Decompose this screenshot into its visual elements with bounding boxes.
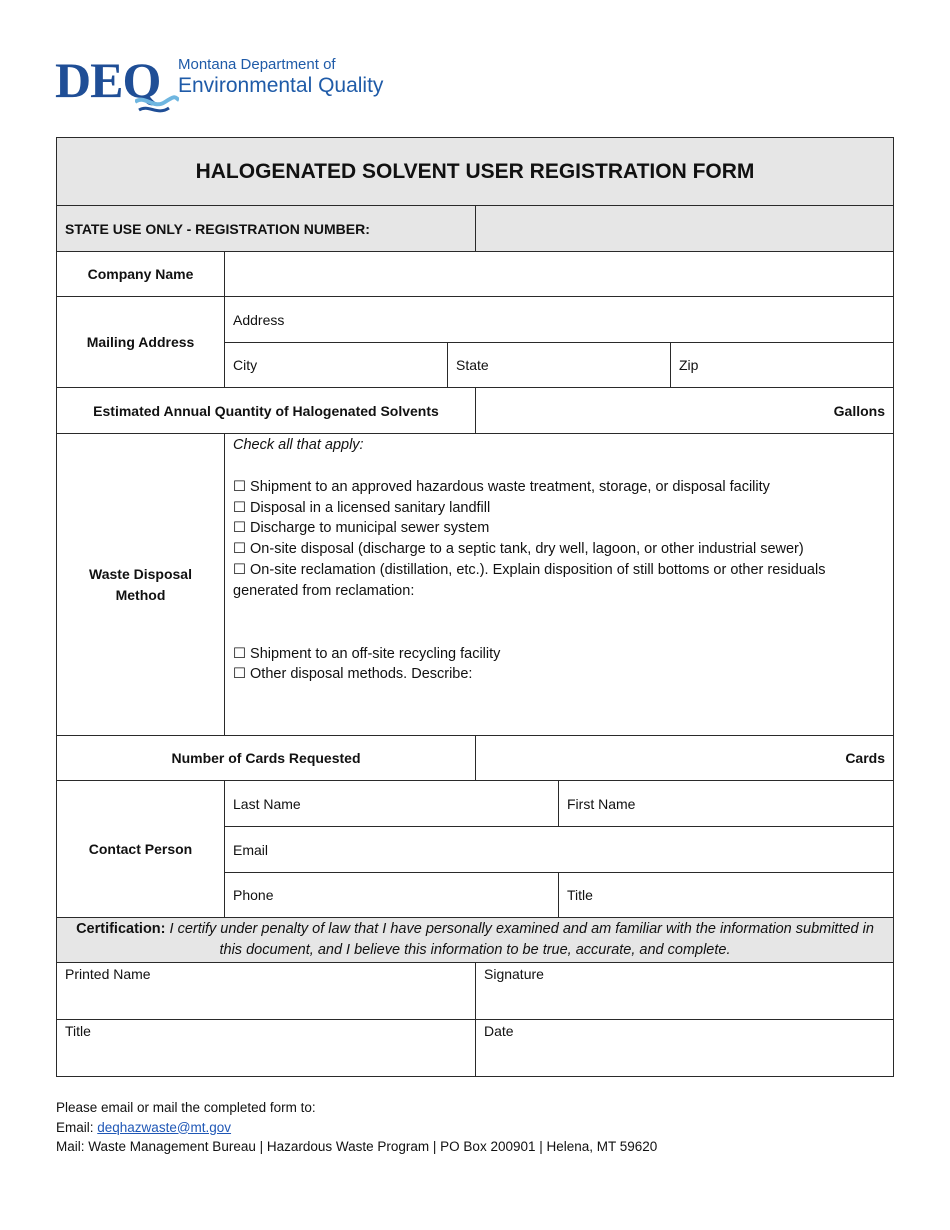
first-name-field[interactable] [558, 780, 894, 827]
email-field[interactable] [224, 826, 894, 873]
logo-line-1: Montana Department of [178, 56, 336, 73]
phone-label: Phone [233, 887, 274, 903]
signer-title-label: Title [65, 1023, 91, 1039]
cards-label: Cards [845, 750, 885, 766]
quantity-label: Estimated Annual Quantity of Halogenated Solvents [56, 387, 476, 434]
option-checkbox-landfill[interactable]: ☐ Disposal in a licensed sanitary landfill [233, 499, 491, 516]
certification-statement [56, 917, 894, 963]
logo-line-2: Environmental Quality [178, 74, 384, 97]
printed-name-label: Printed Name [65, 966, 151, 982]
city-label: City [233, 357, 258, 373]
signer-title-field[interactable] [56, 1019, 476, 1077]
footer-line-1: Please email or mail the completed form to: [56, 1100, 316, 1115]
mailing-address-label: Mailing Address [56, 296, 225, 388]
cards-field[interactable] [475, 735, 894, 781]
phone-field[interactable] [224, 872, 559, 918]
footer-mail-line: Mail: Waste Management Bureau | Hazardous Waste Program | PO Box 200901 | Helena, MT 59620 [56, 1139, 658, 1154]
gallons-field[interactable] [475, 387, 894, 434]
zip-field[interactable] [670, 342, 894, 388]
date-field[interactable] [475, 1019, 894, 1077]
check-instruction: Check all that apply: [233, 437, 364, 453]
last-name-label: Last Name [233, 795, 301, 812]
signature-label: Signature [484, 966, 544, 982]
option-checkbox-onsite-reclamation[interactable]: ☐ On-site reclamation (distillation, etc.). Explain disposition of still bottoms or other residuals generated from reclamation: [233, 561, 826, 599]
first-name-label: First Name [567, 795, 636, 812]
date-label: Date [484, 1023, 514, 1039]
zip-label: Zip [679, 357, 699, 373]
footer-email-line [56, 1118, 657, 1138]
waste-disposal-label-text: Waste Disposal Method [89, 565, 192, 603]
option-checkbox-onsite-disposal[interactable]: ☐ On-site disposal (discharge to a septic tank, dry well, lagoon, or other industrial sewer) [233, 541, 804, 558]
contact-person-label: Contact Person [56, 780, 225, 918]
signature-field[interactable] [475, 962, 894, 1020]
state-label: State [456, 357, 489, 373]
registration-number-field[interactable] [475, 205, 894, 252]
city-field[interactable] [224, 342, 448, 388]
submission-instructions [56, 1098, 657, 1157]
last-name-field[interactable] [224, 780, 559, 827]
printed-name-field[interactable] [56, 962, 476, 1020]
logo-abbreviation: DEQ [55, 52, 161, 108]
option-checkbox-shipment-tsd[interactable]: ☐ Shipment to an approved hazardous waste treatment, storage, or disposal facility [233, 478, 770, 495]
logo-wave-icon [135, 92, 179, 116]
contact-title-label: Title [567, 887, 593, 903]
state-use-label: STATE USE ONLY - REGISTRATION NUMBER: [56, 205, 476, 252]
company-name-field[interactable] [224, 251, 894, 297]
state-field[interactable] [447, 342, 671, 388]
email-label: Email [233, 841, 269, 858]
footer-email-prefix: Email: [56, 1119, 98, 1135]
certification-text: I certify under penalty of law that I have personally examined and am familiar with the information submitted in this document, and I believe this information to be true, accurate, and complete. [169, 921, 874, 958]
waste-disposal-options [224, 433, 894, 736]
option-checkbox-offsite-recycling[interactable]: ☐ Shipment to an off-site recycling facility [233, 645, 501, 662]
contact-title-field[interactable] [558, 872, 894, 918]
certification-heading: Certification: [76, 921, 166, 937]
address-label: Address [233, 311, 285, 328]
form-title: HALOGENATED SOLVENT USER REGISTRATION FORM [56, 137, 894, 206]
waste-disposal-label [56, 433, 225, 736]
option-checkbox-municipal-sewer[interactable]: ☐ Discharge to municipal sewer system [233, 520, 490, 537]
company-name-label: Company Name [56, 251, 225, 297]
option-checkbox-other[interactable]: ☐ Other disposal methods. Describe: [233, 666, 473, 683]
gallons-label: Gallons [833, 402, 885, 419]
email-link[interactable]: deqhazwaste@mt.gov [97, 1119, 232, 1135]
cards-requested-label: Number of Cards Requested [56, 735, 476, 781]
address-field[interactable] [224, 296, 894, 343]
